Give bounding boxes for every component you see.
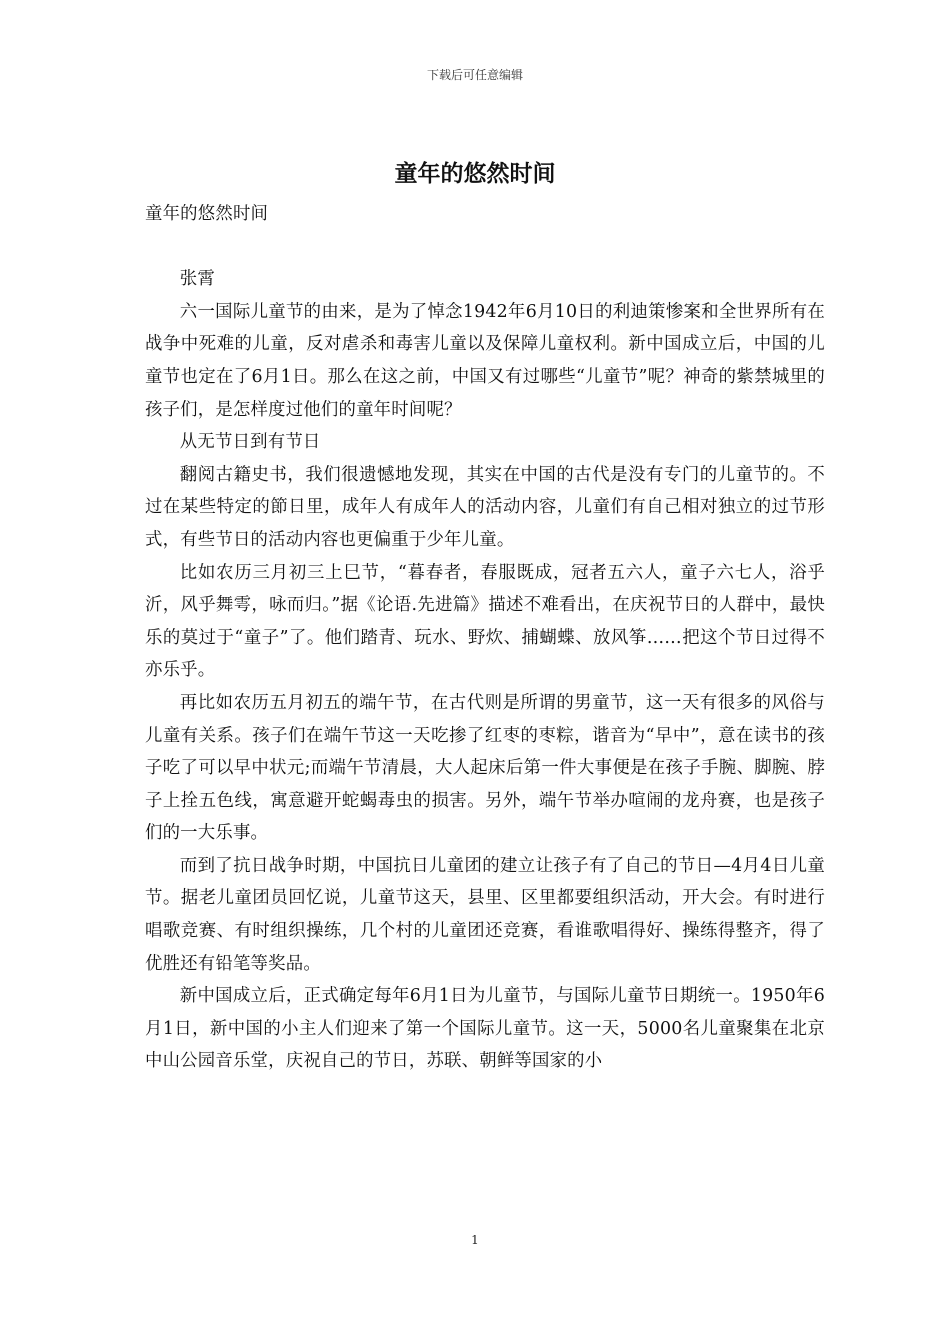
document-title: 童年的悠然时间 [394,160,556,187]
header-note: 下载后可任意编辑 [426,68,523,82]
paragraph: 而到了抗日战争时期，中国抗日儿童团的建立让孩子有了自己的节日—4月4日儿童节。据老儿童团员回忆说，儿童节这天，县里、区里都要组织活动，开大会。有时进行唱歌竞赛、有时组织操练，几个村的儿童团还竞赛，看谁歌唱得好、操练得整齐，得了优胜还有铅笔等奖品。 [145,855,825,974]
page-number: 1 [471,1233,479,1247]
paragraph: 翻阅古籍史书，我们很遗憾地发现，其实在中国的古代是没有专门的儿童节的。不过在某些特定的節日里，成年人有成年人的活动内容，儿童们有自己相对独立的过节形式，有些节日的活动内容也更偏重于少年儿童。 [145,464,825,550]
paragraph: 比如农历三月初三上巳节，“暮春者，春服既成，冠者五六人，童子六七人，浴乎沂，风乎舞雩，咏而归。”据《论语.先进篇》描述不难看出，在庆祝节日的人群中，最快乐的莫过于“童子”了。他们踏青、玩水、野炊、捕蝴蝶、放风筝……把这个节日过得不亦乐乎。 [145,562,825,681]
paragraph: 再比如农历五月初五的端午节，在古代则是所谓的男童节，这一天有很多的风俗与儿童有关系。孩子们在端午节这一天吃掺了红枣的枣粽，谐音为“早中”，意在读书的孩子吃了可以早中状元;而端午节清晨，大人起床后第一件大事便是在孩子手腕、脚腕、脖子上拴五色线，寓意避开蛇蝎毒虫的损害。另外，端午节举办喧闹的龙舟赛，也是孩子们的一大乐事。 [145,692,825,844]
document-subtitle: 童年的悠然时间 [145,204,269,224]
author-line: 张霄 [179,269,215,290]
document-body [145,198,825,1078]
paragraph: 新中国成立后，正式确定每年6月1日为儿童节，与国际儿童节日期统一。1950年6月1日，新中国的小主人们迎来了第一个国际儿童节。这一天，5000名儿童聚集在北京中山公园音乐堂，庆祝自己的节日，苏联、朝鲜等国家的小 [145,986,825,1072]
section-heading: 从无节日到有节日 [179,432,321,453]
blank-line [145,231,825,264]
paragraph: 六一国际儿童节的由来，是为了悼念1942年6月10日的利迪策惨案和全世界所有在战争中死难的儿童，反对虐杀和毒害儿童以及保障儿童权利。新中国成立后，中国的儿童节也定在了6月1日。那么在这之前，中国又有过哪些“儿童节”呢？神奇的紫禁城里的孩子们，是怎样度过他们的童年时间呢？ [145,301,825,420]
